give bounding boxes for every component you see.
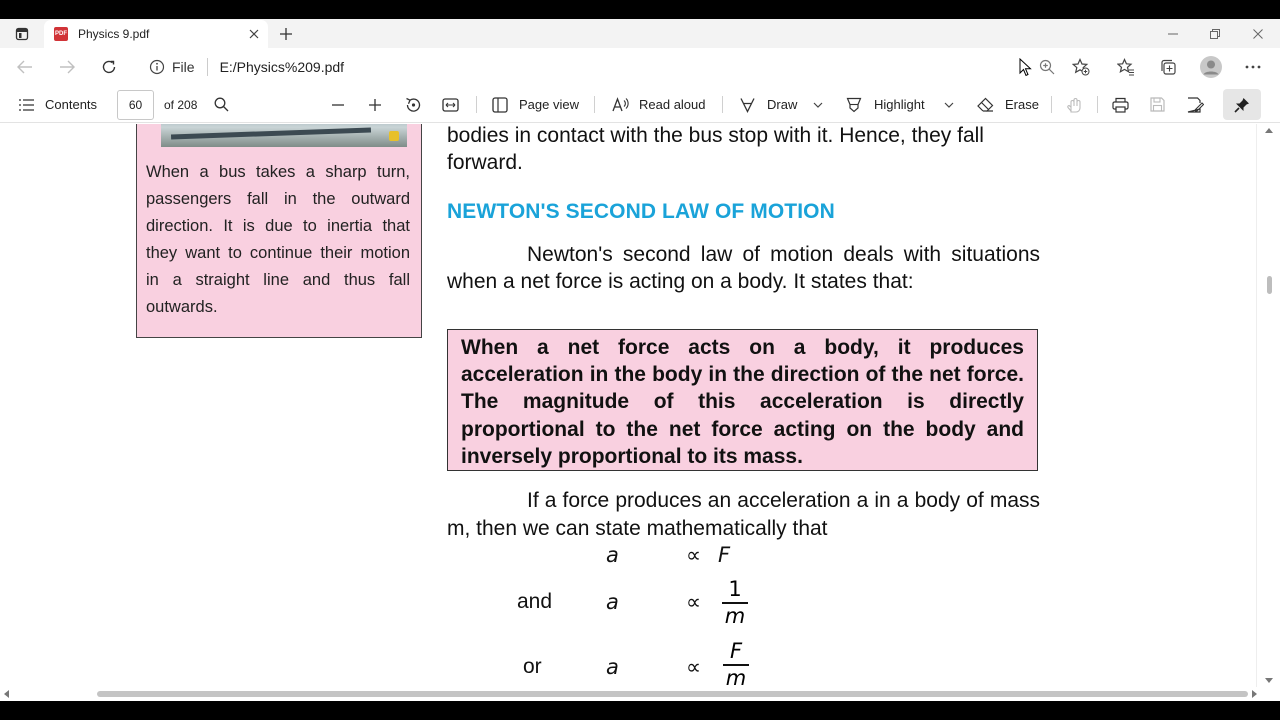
equation-2-numerator: 1 (728, 577, 742, 601)
eraser-icon (977, 97, 994, 112)
plus-icon (368, 98, 382, 112)
address-bar (0, 48, 1280, 86)
page-total-label: of 208 (164, 97, 198, 112)
toolbar-divider (594, 96, 595, 113)
highlighter-icon (846, 97, 862, 113)
back-button[interactable] (12, 54, 38, 80)
scroll-down-arrow-icon[interactable] (1265, 678, 1273, 683)
toolbar-divider (1051, 96, 1052, 113)
equation-3-denominator: m (725, 665, 747, 687)
info-icon[interactable] (148, 58, 166, 76)
window-close-button[interactable] (1235, 19, 1280, 48)
url-text[interactable]: E:/Physics%209.pdf (219, 59, 345, 75)
chevron-down-icon (813, 102, 823, 108)
save-button[interactable] (1150, 86, 1165, 123)
avatar (1199, 55, 1223, 79)
refresh-icon (101, 59, 117, 75)
draw-label: Draw (767, 97, 798, 112)
top-paragraph: bodies in contact with the bus stop with it. Hence, they fall forward. (447, 124, 984, 174)
profile-button[interactable] (1198, 54, 1224, 80)
bus-turn-image (161, 124, 407, 147)
zoom-icon (1039, 59, 1055, 75)
read-aloud-label: Read aloud (639, 97, 706, 112)
sidebar-note-text: When a bus takes a sharp turn, passengers fall in the outward direction. It is due to inertia that they want to continue their motion in a straight line and thus fall outwards. (146, 163, 410, 316)
draw-options-dropdown[interactable] (813, 86, 823, 123)
rotate-icon (405, 97, 422, 113)
tab-actions-icon (15, 27, 29, 41)
equation-1-operator: ∝ (686, 544, 702, 567)
sign-shape (389, 131, 399, 141)
section-heading: NEWTON'S SECOND LAW OF MOTION (447, 200, 835, 223)
page-view-label: Page view (519, 97, 579, 112)
save-as-button[interactable] (1187, 86, 1204, 123)
law-statement-box (447, 329, 1038, 471)
pin-toolbar-button[interactable] (1223, 89, 1261, 120)
equation-3-operator: ∝ (686, 656, 702, 679)
tab-title: Physics 9.pdf (78, 27, 150, 41)
highlight-options-dropdown[interactable] (944, 86, 954, 123)
pdf-viewport[interactable] (0, 124, 1256, 687)
erase-button[interactable] (977, 86, 1039, 123)
url-scheme-label: File (172, 59, 195, 75)
save-icon (1150, 97, 1165, 112)
erase-label: Erase (1005, 97, 1039, 112)
law-statement-text: When a net force acts on a body, it produces acceleration in the body in the direction of the net force. The magnitude of this acceleration is directly proportional to the net force acting on the body and inversely proportional to its mass. (461, 336, 1024, 468)
zoom-button[interactable] (1035, 55, 1059, 79)
toolbar-divider (722, 96, 723, 113)
touch-writing-button[interactable] (1067, 86, 1081, 123)
rotate-button[interactable] (405, 86, 422, 123)
horizontal-scrollbar[interactable] (0, 687, 1280, 701)
scroll-left-arrow-icon[interactable] (4, 690, 9, 698)
contents-button[interactable] (19, 86, 97, 123)
tab-strip (0, 19, 1280, 48)
settings-more-button[interactable] (1241, 55, 1265, 79)
tab-close-button[interactable] (244, 24, 264, 44)
after-paragraph: If a force produces an acceleration a in a body of mass m, then we can state mathematically that (447, 489, 1040, 540)
vertical-scroll-thumb[interactable] (1267, 276, 1272, 294)
star-add-icon (1072, 58, 1090, 76)
equation-2-lhs: a (606, 590, 619, 614)
hand-icon (1067, 97, 1081, 113)
equation-2-operator: ∝ (686, 591, 702, 614)
zoom-out-button[interactable] (331, 86, 345, 123)
browser-window (0, 19, 1280, 701)
equation-3-numerator: F (729, 639, 743, 663)
refresh-button[interactable] (96, 54, 122, 80)
new-tab-button[interactable] (274, 22, 298, 46)
page-view-icon (492, 97, 508, 113)
read-aloud-button[interactable] (612, 86, 706, 123)
draw-icon (740, 97, 755, 113)
arrow-left-icon (17, 60, 33, 74)
url-box[interactable] (138, 52, 1070, 82)
pdf-page (0, 124, 1256, 687)
pdf-file-icon: PDF (54, 27, 68, 41)
fit-width-icon (442, 98, 459, 112)
printer-icon (1112, 97, 1129, 113)
scroll-up-arrow-icon[interactable] (1265, 128, 1273, 133)
print-button[interactable] (1112, 86, 1129, 123)
draw-button[interactable] (740, 86, 797, 123)
save-as-icon (1187, 97, 1204, 113)
equation-2-denominator: m (724, 603, 746, 628)
collections-icon (1159, 58, 1177, 76)
read-aloud-icon (612, 97, 629, 112)
arrow-right-icon (59, 60, 75, 74)
tab-actions-button[interactable] (8, 24, 36, 44)
equation-2-fraction (721, 579, 749, 627)
highlight-label: Highlight (874, 97, 925, 112)
mouse-cursor-icon (1019, 58, 1032, 77)
road-shape (171, 128, 371, 140)
close-icon (1253, 29, 1263, 39)
contents-label: Contents (45, 97, 98, 112)
minimize-icon (1168, 29, 1178, 39)
highlight-button[interactable] (846, 86, 925, 123)
equation-3-prefix: or (523, 655, 542, 678)
vertical-scrollbar[interactable] (1256, 124, 1280, 687)
add-favorite-button[interactable] (1069, 55, 1093, 79)
find-button[interactable] (214, 86, 229, 123)
scroll-right-arrow-icon[interactable] (1252, 690, 1257, 698)
list-icon (19, 99, 34, 111)
sidebar-note-box (136, 124, 422, 338)
plus-icon (279, 27, 293, 41)
tab-physics-pdf[interactable] (44, 20, 268, 48)
minimize-button[interactable] (1150, 19, 1196, 48)
toolbar-divider (1097, 96, 1098, 113)
intro-paragraph: Newton's second law of motion deals with situations when a net force is acting on a body. It states that: (447, 243, 1040, 293)
favorites-icon (1117, 58, 1135, 76)
url-divider (207, 58, 208, 76)
horizontal-scroll-thumb[interactable] (97, 691, 1248, 697)
page-view-button[interactable] (492, 86, 579, 123)
forward-button[interactable] (54, 54, 80, 80)
pdf-toolbar (0, 86, 1280, 123)
minus-icon (331, 98, 345, 112)
equation-3-fraction (722, 641, 750, 687)
equation-1-lhs: a (606, 543, 619, 567)
equation-2-prefix: and (517, 590, 553, 613)
restore-icon (1210, 29, 1220, 39)
equation-3-lhs: a (606, 655, 619, 679)
restore-button[interactable] (1192, 19, 1238, 48)
zoom-in-button[interactable] (368, 86, 382, 123)
equation-1-rhs: F (718, 543, 731, 567)
more-icon (1245, 65, 1261, 69)
chevron-down-icon (944, 102, 954, 108)
close-icon (249, 29, 259, 39)
collections-button[interactable] (1156, 55, 1180, 79)
pin-icon (1234, 97, 1250, 113)
toolbar-divider (476, 96, 477, 113)
page-number-input[interactable]: 60 (117, 90, 154, 120)
fit-width-button[interactable] (442, 86, 459, 123)
favorites-button[interactable] (1114, 55, 1138, 79)
search-icon (214, 97, 229, 112)
